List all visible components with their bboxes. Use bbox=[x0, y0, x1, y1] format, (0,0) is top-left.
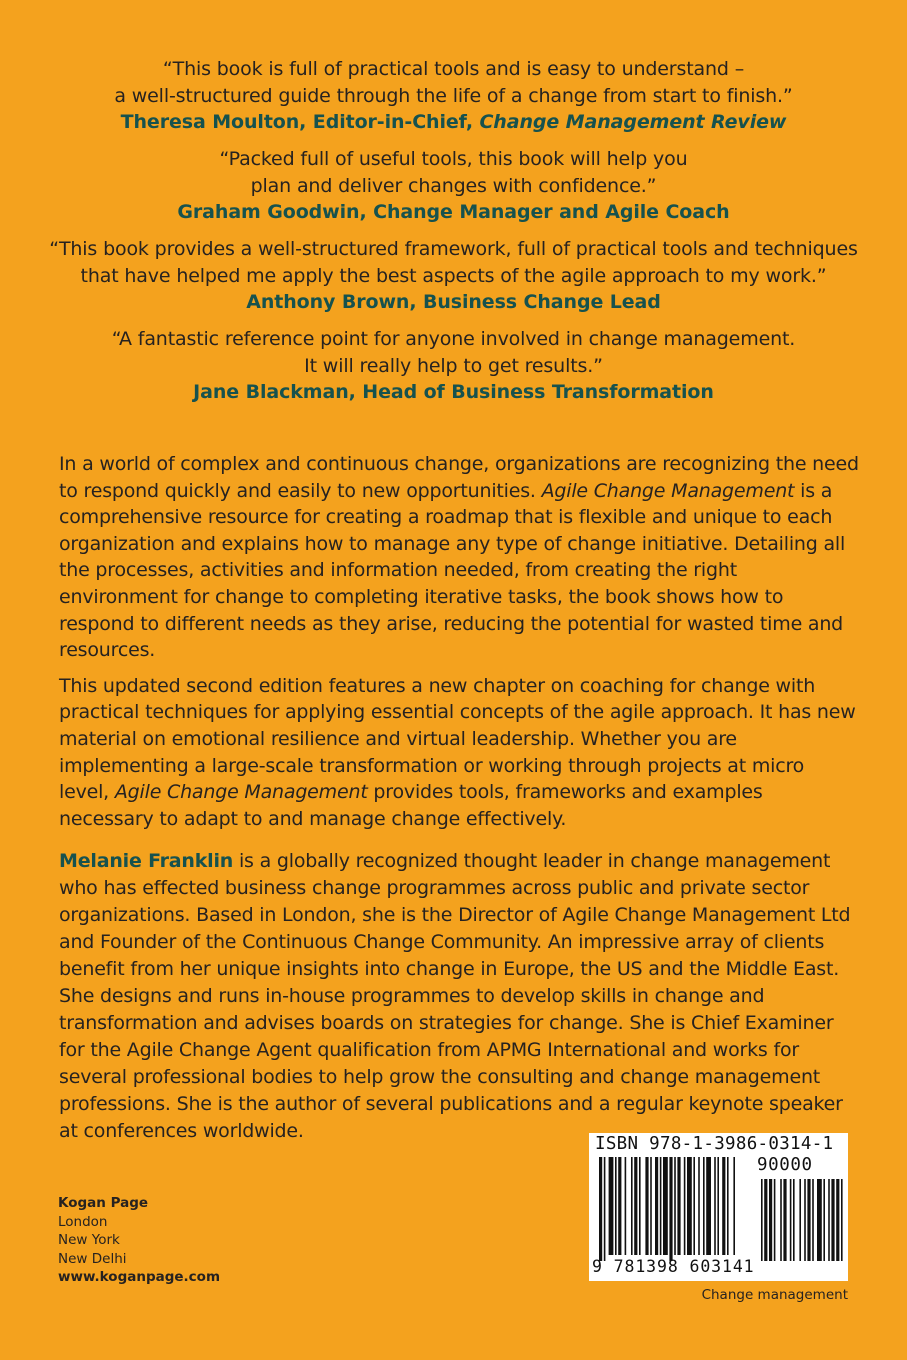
quote-line: “This book is full of practical tools and is easy to understand – bbox=[162, 58, 745, 80]
quote-attribution: Jane Blackman, Head of Business Transformation bbox=[193, 381, 714, 403]
isbn-text: ISBN 978-1-3986-0314-1 bbox=[595, 1134, 834, 1154]
endorsement-quote bbox=[0, 146, 907, 226]
description-text: provides tools, frameworks and examples necessary to adapt to and manage change effectively. bbox=[59, 781, 763, 830]
quote-line: a well-structured guide through the life of a change from start to finish.” bbox=[114, 84, 793, 107]
category-label: Change management bbox=[701, 1287, 848, 1303]
book-title: Agile Change Management bbox=[114, 781, 368, 804]
price-addon: 90000 bbox=[757, 1155, 813, 1175]
publisher-city: New Delhi bbox=[58, 1250, 127, 1267]
publisher-city: New York bbox=[58, 1232, 120, 1249]
quote-line: plan and deliver changes with confidence.” bbox=[250, 174, 657, 197]
quote-line: “Packed full of useful tools, this book will help you bbox=[219, 148, 688, 170]
book-title: Agile Change Management bbox=[541, 479, 795, 502]
publisher-name: Kogan Page bbox=[58, 1195, 149, 1211]
description-text: is a comprehensive resource for creating a roadmap that is flexible and unique to each organization and explains how to manage any type of change initiative. Detailing all the processes, activities and information needed, from creating the right environment for change to completing iterative tasks, the book shows how to respond to different needs as they arise, reducing the potential for wasted time and resources. bbox=[59, 479, 846, 662]
quote-attribution: Graham Goodwin, Change Manager and Agile Coach bbox=[177, 201, 730, 223]
quote-attribution bbox=[0, 109, 907, 136]
quote-line: “This book provides a well-structured framework, full of practical tools and techniques bbox=[49, 238, 858, 260]
endorsement-quote bbox=[0, 326, 907, 406]
attribution-text: Theresa Moulton, Editor-in-Chief, bbox=[120, 111, 473, 133]
book-description bbox=[59, 451, 859, 841]
ean-digits: 9 781398 603141 bbox=[592, 1257, 755, 1276]
endorsement-quote bbox=[0, 56, 907, 136]
publisher-url: www.koganpage.com bbox=[58, 1269, 221, 1286]
description-paragraph bbox=[59, 451, 859, 664]
publisher-city: London bbox=[58, 1213, 108, 1230]
description-paragraph bbox=[59, 673, 859, 833]
attribution-publication: Change Management Review bbox=[479, 111, 787, 133]
quote-attribution: Anthony Brown, Business Change Lead bbox=[246, 291, 661, 313]
quote-line: that have helped me apply the best aspects of the agile approach to my work.” bbox=[80, 264, 827, 287]
author-name: Melanie Franklin bbox=[59, 850, 234, 872]
description-text: This updated second edition features a new chapter on coaching for change with practical techniques for applying essential concepts of the agile approach. It has new material on emotional resilience and virtual leadership. Whether you are implementing a large-scale transformation or working through projects at micro level, bbox=[59, 674, 856, 804]
description-text: In a world of complex and continuous change, organizations are recognizing the need to respond quickly and easily to new opportunities. bbox=[59, 453, 859, 502]
quote-line: “A fantastic reference point for anyone involved in change management. bbox=[111, 328, 796, 350]
endorsements bbox=[0, 56, 907, 416]
author-bio bbox=[59, 848, 859, 1145]
isbn-barcode bbox=[589, 1133, 848, 1281]
author-bio-text: is a globally recognized thought leader in change management who has effected business change programmes across public and private sector organizations. Based in London, she is the Director of Agile Change Management Ltd and Founder of the Continuous Change Community. An impressive array of clients benefit from her unique insights into change in Europe, the US and the Middle East. She designs and runs in-house programmes to develop skills in change and transformation and advises boards on strategies for change. She is Chief Examiner for the Agile Change Agent qualification from APMG International and works for several professional bodies to help grow the consulting and change management professions. She is the author of several publications and a regular keynote speaker at conferences worldwide. bbox=[59, 850, 851, 1142]
endorsement-quote bbox=[0, 236, 907, 316]
quote-line: It will really help to get results.” bbox=[304, 354, 603, 377]
publisher-info bbox=[58, 1194, 220, 1287]
